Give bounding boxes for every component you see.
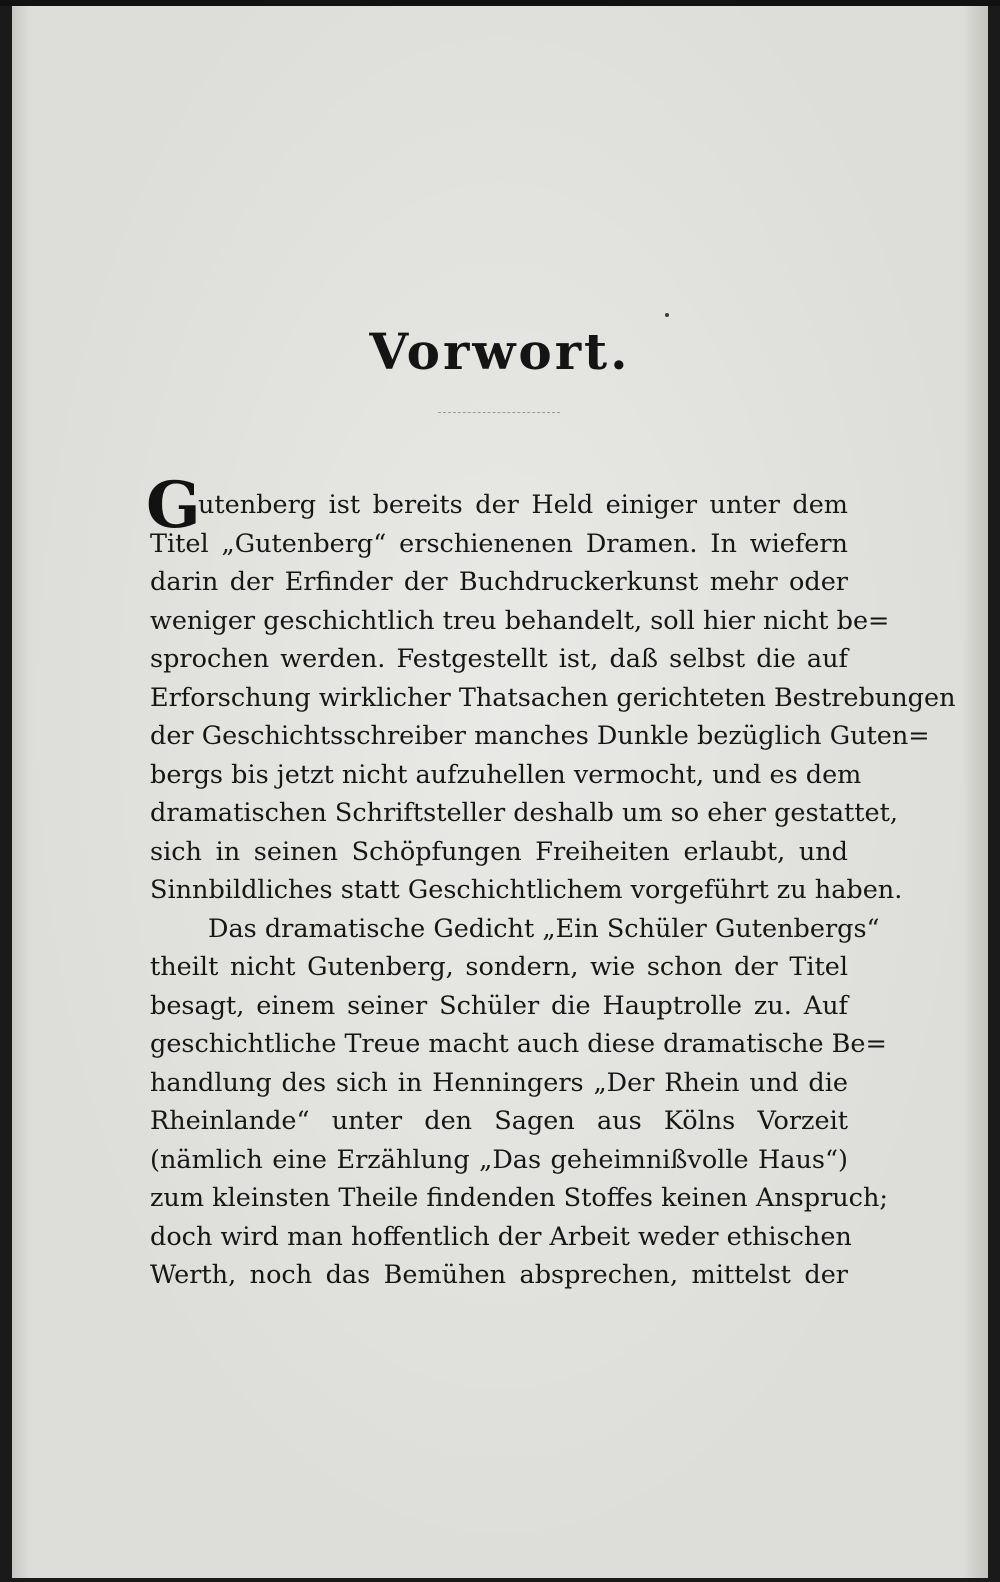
text-line: (nämlich eine Erzählung „Das geheimnißvolle Haus“) <box>150 1144 848 1175</box>
text-line: Das dramatische Gedicht „Ein Schüler Gutenbergs“ <box>208 913 880 944</box>
text-line: Werth, noch das Bemühen absprechen, mittelst der <box>150 1260 848 1290</box>
page-title: Vorwort. <box>369 322 631 381</box>
text-line: sprochen werden. Festgestellt ist, daß selbst die auf <box>150 644 848 674</box>
text-line: utenberg ist bereits der Held einiger unter dem <box>198 490 848 520</box>
text-line: Titel „Gutenberg“ erschienenen Dramen. In wiefern <box>150 528 848 559</box>
preface-body <box>150 486 956 1295</box>
text-line: zum kleinsten Theile findenden Stoffes keinen Anspruch; <box>150 1183 888 1213</box>
text-line: geschichtliche Treue macht auch diese dramatische Be= <box>150 1029 887 1059</box>
text-line: sich in seinen Schöpfungen Freiheiten erlaubt, und <box>150 836 848 867</box>
text-line: bergs bis jetzt nicht aufzuhellen vermocht, und es dem <box>150 759 862 790</box>
text-line: Rheinlande“ unter den Sagen aus Kölns Vorzeit <box>150 1106 848 1136</box>
paragraph-2 <box>150 910 888 1295</box>
text-line: doch wird man hoffentlich der Arbeit weder ethischen <box>150 1221 852 1252</box>
text-line: theilt nicht Gutenberg, sondern, wie schon der Titel <box>150 952 848 982</box>
text-line: handlung des sich in Henningers „Der Rhein und die <box>150 1067 848 1098</box>
text-line: dramatischen Schriftsteller deshalb um so eher gestattet, <box>150 798 898 828</box>
paragraph-1 <box>150 486 956 910</box>
text-line: Erforschung wirklicher Thatsachen gerichteten Bestrebungen <box>150 682 956 713</box>
drop-cap-initial: G <box>146 468 201 543</box>
text-line: der Geschichtsschreiber manches Dunkle bezüglich Guten= <box>150 721 930 751</box>
text-line: besagt, einem seiner Schüler die Hauptrolle zu. Auf <box>150 990 848 1021</box>
text-line: darin der Erfinder der Buchdruckerkunst mehr oder <box>150 567 848 597</box>
ink-speck <box>665 313 669 317</box>
text-line: Sinnbildliches statt Geschichtlichem vorgeführt zu haben. <box>150 875 903 905</box>
text-line: weniger geschichtlich treu behandelt, soll hier nicht be= <box>150 605 890 636</box>
title-ornament-rule <box>438 412 560 413</box>
